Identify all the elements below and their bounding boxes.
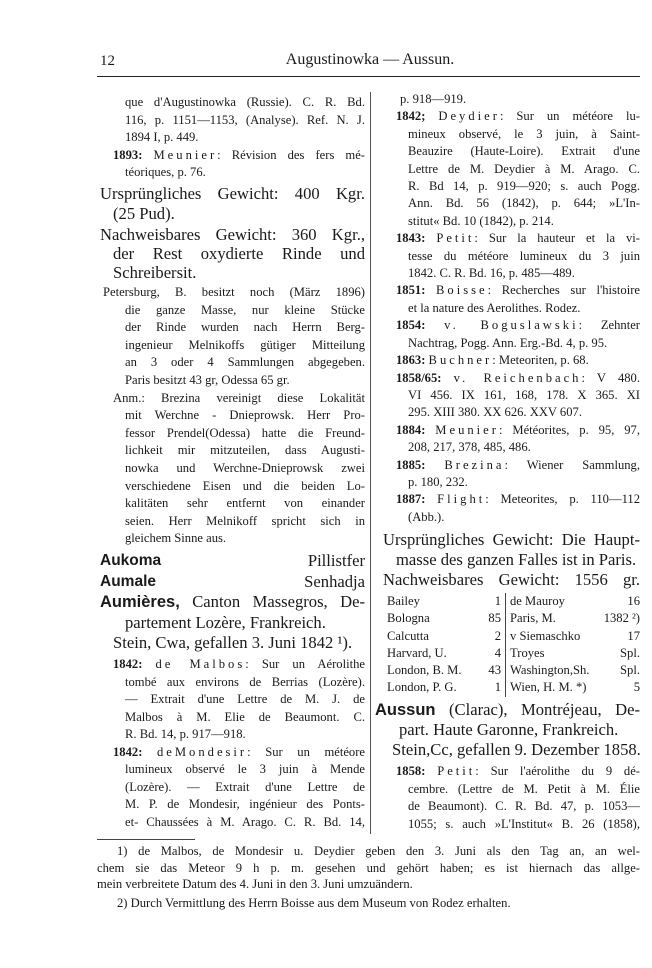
text-line: Nachweisbares Gewicht: 1556 gr.	[383, 570, 640, 589]
table-row	[383, 662, 640, 679]
text-line: M. P. de Mondesir, ingénieur des Ponts-	[125, 797, 365, 811]
text-line: Ursprüngliches Gewicht: 400 Kgr.	[100, 184, 365, 203]
collection-name: de Mauroy	[510, 594, 565, 608]
entry-heading	[375, 700, 640, 720]
text-line: Nachtrag, Pogg. Ann. Erg.-Bd. 4, p. 95.	[408, 335, 608, 350]
citation-line	[383, 422, 640, 439]
citation-author: Petit	[437, 764, 476, 778]
text-line: 116, p. 1151—1153, (Analyse). Ref. N. J.	[125, 112, 365, 127]
collection-weight: 5	[633, 680, 640, 695]
text-line: part. Haute Garonne, Frankreich.	[399, 720, 619, 739]
collection-name: London, B. M.	[387, 663, 462, 678]
text-line: gleichem Sinne aus.	[125, 531, 227, 546]
text-line: p. 180, 232.	[408, 474, 468, 489]
text-line: partement Lozère, Frankreich.	[125, 612, 326, 632]
entry-aumale	[100, 572, 365, 593]
collection-weight: 1382 ²)	[603, 611, 640, 626]
headword: Aukoma	[100, 552, 162, 569]
collection-weight: 4	[483, 645, 506, 662]
collection-weight: Spl.	[620, 663, 640, 678]
citation-year: 1858:	[396, 764, 426, 778]
collection-weight: 1	[483, 679, 506, 696]
text-line: et la nature des Aerolithes. Rodez.	[408, 300, 581, 315]
text-line: — Extrait d'une Lettre de M. J. de	[125, 692, 365, 706]
text-line: stitut« Bd. 10 (1842), p. 214.	[408, 213, 554, 228]
collection-name: Paris, M.	[510, 611, 556, 626]
aumieres-weights	[383, 530, 640, 590]
citation-text: : Meteorites, p. 110—112	[485, 492, 640, 507]
citation-year: 1885:	[396, 457, 426, 472]
text-line: que d'Augustinowka (Russie). C. R. Bd.	[125, 95, 365, 109]
text-line: Malbos à M. Elie de Beaumont. C.	[125, 709, 365, 724]
text-line: der Rest oxydierte Rinde und	[113, 244, 365, 263]
citation-text: : Zehnter	[578, 318, 640, 333]
text-line: R. Bd. 14, p. 917—918.	[125, 727, 246, 741]
text-line: Paris besitzt 43 gr, Odessa 65 gr.	[125, 372, 290, 387]
text-line: Lettre de M. Deydier à M. Arago. C.	[408, 161, 640, 176]
citation-text: : V 480.	[581, 370, 640, 385]
text-line: Nachweisbares Gewicht: 360 Kgr.,	[100, 225, 365, 244]
collection-weight: 85	[483, 610, 506, 627]
citation-text: : Sur la hauteur et la vi-	[474, 231, 640, 246]
citation-text: : Wiener Sammlung,	[504, 457, 640, 472]
text-line: 208, 217, 378, 485, 486.	[408, 440, 531, 455]
running-title: Augustinowka — Aussun.	[285, 51, 455, 68]
citation-author: Deydier	[438, 109, 500, 124]
collection-weight: 16	[627, 594, 640, 608]
collection-weight: 1	[483, 593, 506, 610]
citation-line	[383, 370, 640, 387]
text-line: cembre. (Lettre de M. Petit à M. Élie	[408, 781, 640, 796]
collection-name: Bologna	[387, 611, 430, 626]
text-line: (25 Pud).	[113, 203, 175, 223]
text-line: 1055; s. auch »L'Institut« B. 26 (1858),	[408, 816, 640, 831]
text-line: 1842. C. R. Bd. 16, p. 485—489.	[408, 266, 575, 281]
citation-author: v. Boguslawski	[444, 318, 579, 333]
collection-notes	[100, 284, 365, 548]
collection-name: Calcutta	[387, 628, 429, 643]
headword: Aussun	[375, 701, 436, 719]
collection-weight: Spl.	[620, 645, 640, 660]
text-line: ingenieur Melnikoffs gütiger Mitteilung	[125, 337, 365, 352]
citation-text: : Meteoriten, p. 68.	[492, 353, 589, 368]
text-line: seien. Herr Melnikoff spricht sich in	[125, 513, 365, 528]
text-line: mineux observé, le 3 juin, à Saint-	[408, 126, 640, 141]
table-row	[383, 645, 640, 662]
aussun-citation	[383, 763, 640, 833]
collection-weight: 2	[483, 628, 506, 645]
original-weight	[100, 184, 365, 223]
citation-year: 1854:	[396, 318, 426, 333]
citation-year: 1843:	[396, 231, 426, 246]
citation-text: : Sur l'aérolithe du 9 dé-	[475, 764, 640, 778]
citation-line	[383, 317, 640, 334]
text-line: Beauzire (Haute-Loire). Extrait d'une	[408, 144, 640, 159]
table-row	[383, 610, 640, 627]
aumieres-citations	[100, 656, 365, 831]
citation-line	[383, 352, 640, 369]
citation-author: Petit	[436, 231, 475, 246]
collection-name: Wien, H. M. *)	[510, 680, 587, 695]
text-line: lichkeit mir mitzuteilen, dass Augusti-	[125, 443, 365, 458]
citation-line	[100, 147, 365, 165]
known-weight	[100, 225, 365, 282]
headword: Aumières,	[100, 593, 180, 611]
entry-title: Canton Massegros, De-	[192, 592, 365, 611]
text-line: mit Werchne - Dnieprowsk. Herr Pro-	[125, 408, 365, 423]
citation-author: Brezina	[444, 457, 505, 472]
cross-reference: Senhadja	[304, 571, 365, 591]
citation-author: Boisse	[436, 283, 488, 298]
cross-reference: Pillistfer	[307, 551, 365, 570]
text-line: Ursprüngliches Gewicht: Die Haupt-	[383, 530, 640, 549]
citation-year: 1842:	[113, 744, 143, 759]
page-number: 12	[100, 53, 115, 69]
text-line: die ganze Masse, nur kleine Stücke	[125, 302, 365, 317]
text-line: (Lozère). — Extrait d'une Lettre de	[125, 779, 365, 794]
citation-year: 1884:	[396, 422, 426, 437]
citation-text: : Sur un météore lu-	[499, 109, 640, 124]
text-line: et- Chaussées à M. Arago. C. R. Bd. 14,	[125, 814, 365, 829]
text-line: an 3 oder 4 Sammlungen abgegeben.	[125, 355, 365, 370]
citation-author: Meunier	[153, 147, 218, 162]
text-line: fessor Prendel(Odessa) hatte die Freund-	[125, 425, 365, 440]
text-line: der Rinde wurden nach Herrn Berg-	[125, 320, 365, 335]
citation-text: : Sur un Aérolithe	[245, 657, 365, 671]
citation-year: 1863:	[396, 353, 426, 368]
header-rule	[97, 76, 640, 77]
citation-year: 1842:	[113, 657, 143, 671]
citation-author: deMondesir	[156, 744, 248, 759]
citation-line	[383, 763, 640, 781]
text-line: Stein,Cc, gefallen 9. Dezember 1858.	[392, 740, 641, 759]
collection-weight: 43	[483, 662, 506, 679]
text-line: p. 918—919.	[400, 92, 467, 106]
citation-text: : Révision des fers mé-	[217, 147, 365, 162]
entry-aukoma	[100, 551, 365, 572]
right-citations	[383, 91, 640, 526]
citation-author: Flight	[437, 492, 486, 507]
citation-line	[383, 282, 640, 299]
citation-line	[100, 656, 365, 674]
citation-author: de Malbos	[155, 657, 246, 671]
text-line: R. Bd 14, p. 919—920; s. auch Pogg.	[408, 179, 640, 194]
text-line: lumineux observé le 3 juin à Mende	[125, 762, 365, 776]
text-line: Schreibersit.	[113, 263, 197, 282]
footnote-line: 1) de Malbos, de Mondesir u. Deydier geben den 3. Juni als den Tag an, an wel-	[117, 844, 640, 858]
table-row	[383, 593, 640, 610]
text-line: 295. XIII 380. XX 626. XXV 607.	[408, 405, 582, 420]
collection-name: Harvard, U.	[387, 645, 447, 660]
text-line: de Beaumont). C. R. Bd. 47, p. 1053—	[408, 799, 640, 814]
text-line: téoriques, p. 76.	[125, 165, 206, 180]
footnotes	[97, 843, 640, 911]
headword: Aumale	[100, 572, 156, 590]
citation-year: 1893:	[113, 147, 143, 162]
text-line: Stein, Cwa, gefallen 3. Juni 1842 ¹).	[113, 633, 353, 652]
text-line: tombé aux environs de Berrias (Lozère).	[125, 674, 365, 689]
collections-table	[383, 593, 640, 697]
table-row	[383, 679, 640, 696]
text-line: tesse du météore lumineux du 3 juin	[408, 248, 640, 263]
entry-aussun	[375, 700, 640, 760]
entry-aumieres	[100, 592, 365, 613]
citation-year: 1842;	[396, 109, 426, 124]
collection-weight: 17	[627, 628, 640, 643]
citation-author: v. Reichenbach	[453, 370, 582, 385]
citation-year: 1858/65:	[396, 370, 442, 385]
collection-name: London, P. G.	[387, 680, 457, 695]
entry-title: (Clarac), Montréjeau, De-	[449, 700, 640, 719]
headword-entries	[100, 551, 365, 654]
citation-line	[383, 457, 640, 474]
text-line: Anm.: Brezina vereinigt diese Lokalität	[113, 390, 365, 405]
citation-text: : Météorites, p. 95, 97,	[498, 422, 640, 437]
citation-year: 1887:	[396, 492, 426, 507]
text-line: masse des ganzen Falles ist in Paris.	[396, 550, 637, 569]
text-line: VI 456. IX 161, 168, 178. X 365. XI	[408, 387, 640, 402]
collection-name: Troyes	[510, 645, 545, 660]
citation-year: 1851:	[396, 283, 426, 298]
collection-name: Bailey	[387, 594, 420, 608]
citation-line	[383, 491, 640, 508]
text-line: verschiedene Eisen und die beiden Lo-	[125, 478, 365, 493]
citation-line	[383, 108, 640, 125]
text-line: Ann. Bd. 56 (1842), p. 644; »L'In-	[408, 196, 640, 211]
augustinowka-references	[100, 94, 365, 182]
column-divider	[370, 92, 371, 834]
collection-name: v Siemaschko	[510, 628, 581, 643]
citation-line	[100, 744, 365, 762]
citation-author: Buchner	[428, 353, 493, 368]
text-line: Petersburg, B. besitzt noch (März 1896)	[103, 285, 365, 299]
footnote-line: mein verbreitete Datum des 4. Juni in den 3. Juni umzuändern.	[97, 877, 413, 891]
citation-text: : Sur un météore	[247, 744, 365, 759]
footnote-line: 2) Durch Vermittlung des Herrn Boisse aus dem Museum von Rodez erhalten.	[117, 895, 511, 910]
text-line: nowka und Werchne-Dnieprowsk zwei	[125, 460, 365, 475]
footnote-line: chem sie das Meteor 9 h p. m. gesehen und gehört haben; es ist hiernach das allge-	[97, 860, 640, 875]
citation-line	[383, 230, 640, 247]
citation-author: Meunier	[435, 422, 499, 437]
footnote-rule	[97, 839, 195, 840]
collection-name: Washington,Sh.	[510, 663, 590, 678]
citation-text: : Recherches sur l'histoire	[487, 283, 640, 298]
table-row	[383, 628, 640, 645]
text-line: kalitäten sehr entfernt von einander	[125, 496, 365, 511]
text-line: (Abb.).	[408, 509, 445, 524]
text-line: 1894 I, p. 449.	[125, 130, 199, 145]
